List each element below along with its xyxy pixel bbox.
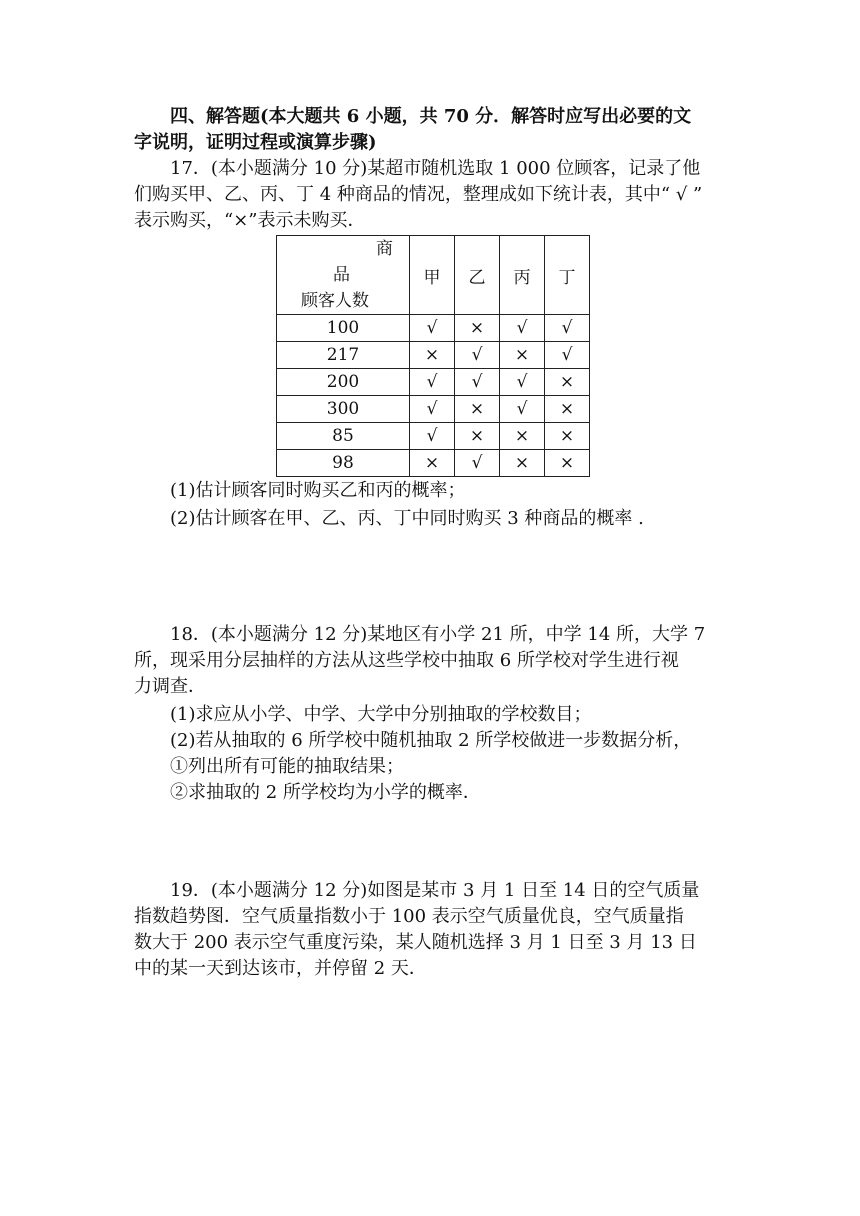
count-cell: 98: [277, 450, 410, 477]
count-cell: 85: [277, 423, 410, 450]
mark-cell: √: [410, 423, 455, 450]
header-ding: 丁: [545, 236, 590, 315]
q19-line-4: 中的某一天到达该市，并停留 2 天．: [134, 958, 427, 979]
header-goods-char-2: 品: [333, 265, 350, 285]
q18-line-2: 所，现采用分层抽样的方法从这些学校中抽取 6 所学校对学生进行视: [134, 650, 679, 671]
q18-part-1: (1)求应从小学、中学、大学中分别抽取的学校数目；: [170, 704, 592, 725]
mark-cell: √: [410, 396, 455, 423]
header-goods-char-1: 商: [376, 239, 393, 259]
q18-line-3: 力调查．: [134, 676, 206, 697]
purchase-stat-table: [276, 235, 590, 477]
mark-cell: √: [410, 315, 455, 342]
mark-cell: ×: [545, 450, 590, 477]
mark-cell: ×: [545, 423, 590, 450]
q18-line-1: 18．(本小题满分 12 分)某地区有小学 21 所，中学 14 所，大学 7: [170, 624, 706, 645]
q19-line-3: 数大于 200 表示空气重度污染，某人随机选择 3 月 1 日至 3 月 13 日: [134, 932, 697, 953]
mark-cell: ×: [545, 369, 590, 396]
q17-line-3: 表示购买，“×”表示未购买．: [134, 210, 366, 231]
mark-cell: ×: [455, 423, 500, 450]
count-cell: 200: [277, 369, 410, 396]
mark-cell: √: [545, 315, 590, 342]
mark-cell: √: [500, 315, 545, 342]
mark-cell: √: [455, 369, 500, 396]
mark-cell: ×: [410, 450, 455, 477]
header-jia: 甲: [410, 236, 455, 315]
diagonal-header-cell: [277, 236, 410, 315]
table-row: [277, 396, 590, 423]
table-row: [277, 315, 590, 342]
mark-cell: ×: [410, 342, 455, 369]
table-row: [277, 369, 590, 396]
mark-cell: ×: [545, 396, 590, 423]
q19-line-2: 指数趋势图．空气质量指数小于 100 表示空气质量优良，空气质量指: [134, 906, 684, 927]
q18-part-2: (2)若从抽取的 6 所学校中随机抽取 2 所学校做进一步数据分析，: [170, 730, 692, 751]
mark-cell: ×: [455, 396, 500, 423]
q17-part-2: (2)估计顾客在甲、乙、丙、丁中同时购买 3 种商品的概率 .: [170, 508, 644, 529]
mark-cell: √: [500, 396, 545, 423]
header-customer-count: 顾客人数: [301, 291, 369, 311]
header-bing: 丙: [500, 236, 545, 315]
q19-line-1: 19．(本小题满分 12 分)如图是某市 3 月 1 日至 14 日的空气质量: [170, 880, 700, 901]
mark-cell: √: [410, 369, 455, 396]
count-cell: 100: [277, 315, 410, 342]
mark-cell: √: [455, 342, 500, 369]
count-cell: 300: [277, 396, 410, 423]
section-heading-line-1: 四、解答题(本大题共 6 小题，共 70 分．解答时应写出必要的文: [170, 106, 692, 127]
mark-cell: ×: [500, 423, 545, 450]
table-row: [277, 450, 590, 477]
header-yi: 乙: [455, 236, 500, 315]
table-row: [277, 423, 590, 450]
count-cell: 217: [277, 342, 410, 369]
mark-cell: ×: [500, 342, 545, 369]
q17-line-2: 们购买甲、乙、丙、丁 4 种商品的情况，整理成如下统计表，其中“ √ ”: [134, 184, 703, 205]
mark-cell: √: [545, 342, 590, 369]
mark-cell: ×: [455, 315, 500, 342]
table-row: [277, 342, 590, 369]
mark-cell: √: [500, 369, 545, 396]
q17-line-1: 17．(本小题满分 10 分)某超市随机选取 1 000 位顾客，记录了他: [170, 158, 701, 179]
q18-part-2-sub-1: ①列出所有可能的抽取结果；: [170, 756, 404, 777]
mark-cell: √: [455, 450, 500, 477]
section-heading-line-2: 字说明，证明过程或演算步骤): [134, 132, 377, 153]
q17-part-1: (1)估计顾客同时购买乙和丙的概率；: [170, 480, 466, 501]
table-header-row: [277, 236, 590, 315]
mark-cell: ×: [500, 450, 545, 477]
q18-part-2-sub-2: ②求抽取的 2 所学校均为小学的概率．: [170, 782, 481, 803]
